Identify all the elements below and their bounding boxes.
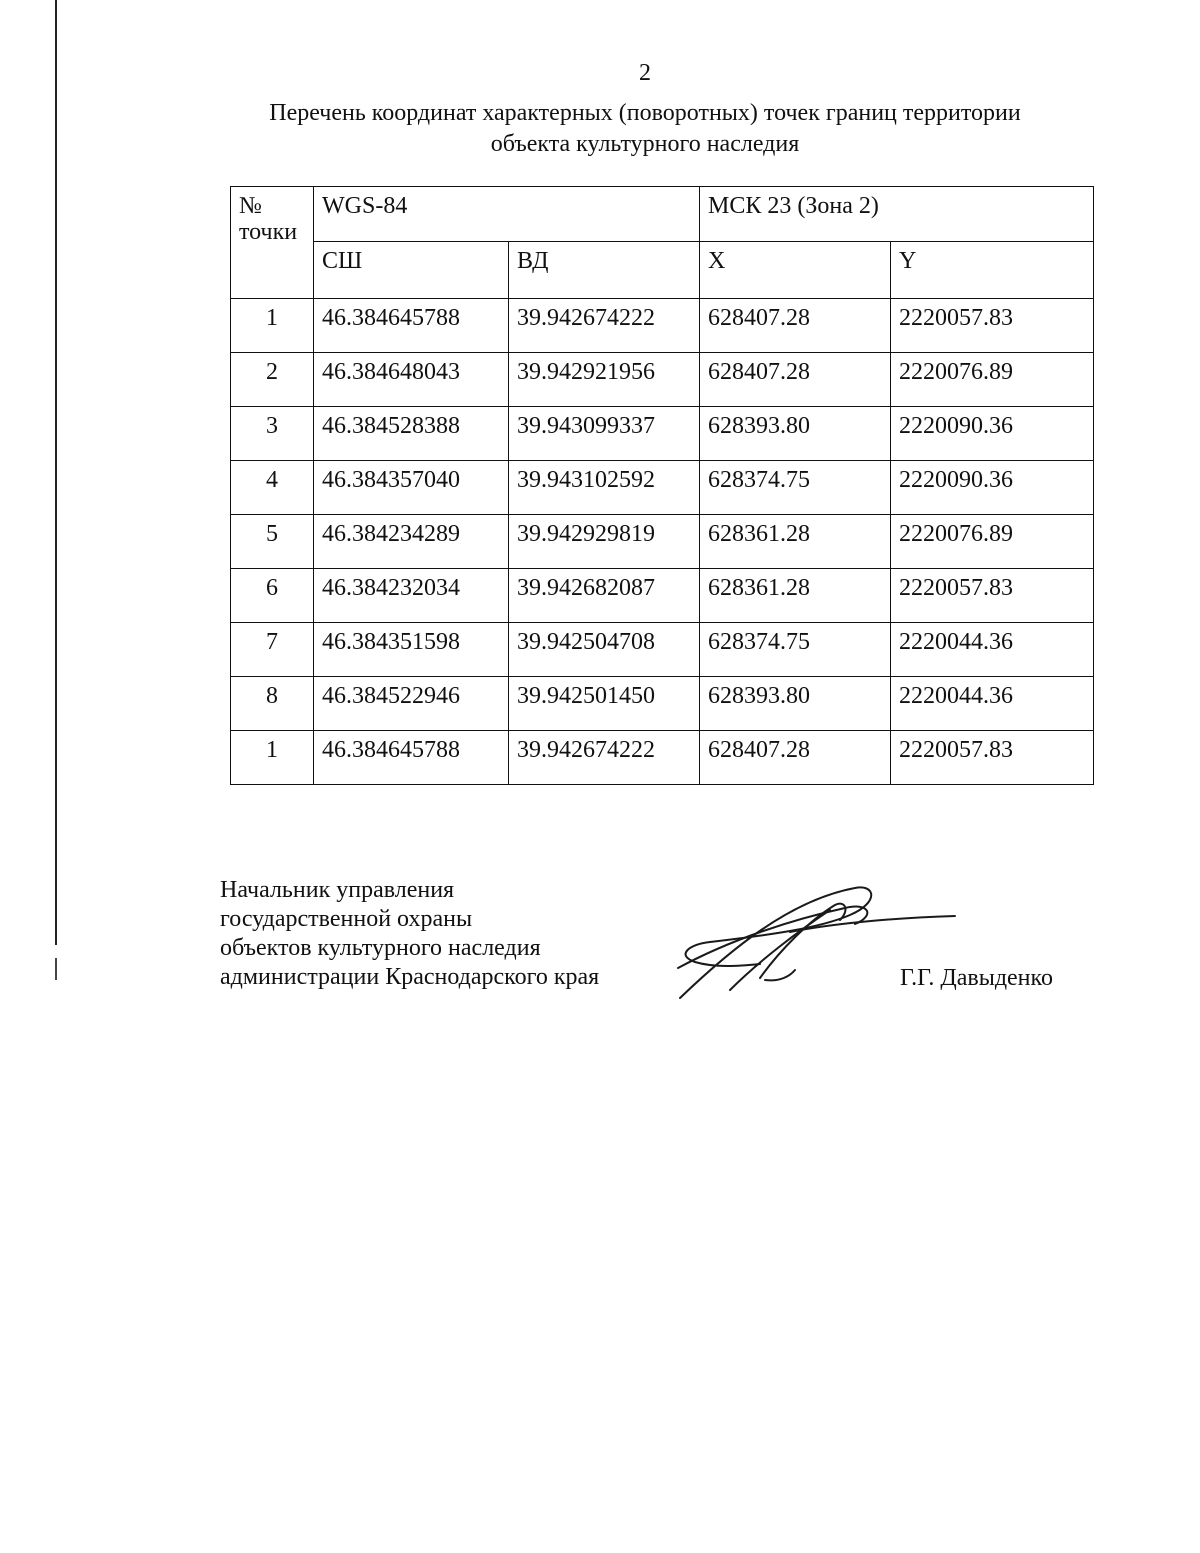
cell-latitude: 46.384357040 <box>314 461 509 515</box>
signatory-position-line-3: объектов культурного наследия <box>220 935 541 961</box>
cell-longitude: 39.942501450 <box>509 677 700 731</box>
left-margin-line <box>55 0 57 945</box>
table-row <box>231 515 1094 569</box>
cell-y: 2220057.83 <box>891 731 1094 785</box>
header-latitude: СШ <box>314 242 509 299</box>
cell-point-number: 6 <box>231 569 314 623</box>
left-margin-mark <box>55 958 57 980</box>
cell-latitude: 46.384522946 <box>314 677 509 731</box>
cell-longitude: 39.942921956 <box>509 353 700 407</box>
cell-point-number: 1 <box>231 299 314 353</box>
signatory-position-line-2: государственной охраны <box>220 906 473 932</box>
cell-x: 628361.28 <box>700 569 891 623</box>
cell-x: 628374.75 <box>700 623 891 677</box>
cell-latitude: 46.384645788 <box>314 731 509 785</box>
table-header-row-2 <box>231 242 1094 299</box>
header-y: Y <box>891 242 1094 299</box>
header-point-number-line-2: точки <box>239 219 298 245</box>
cell-x: 628407.28 <box>700 353 891 407</box>
cell-y: 2220044.36 <box>891 623 1094 677</box>
signatory-name: Г.Г. Давыденко <box>900 965 1053 991</box>
cell-x: 628361.28 <box>700 515 891 569</box>
signatory-position <box>220 876 599 992</box>
header-point-number-line-1: № <box>239 193 262 219</box>
document-title-line-2: объекта культурного наследия <box>490 131 800 157</box>
cell-point-number: 2 <box>231 353 314 407</box>
cell-latitude: 46.384232034 <box>314 569 509 623</box>
header-msk23: МСК 23 (Зона 2) <box>700 187 1094 242</box>
cell-point-number: 8 <box>231 677 314 731</box>
coordinates-table-body <box>231 187 1094 785</box>
cell-y: 2220076.89 <box>891 353 1094 407</box>
cell-latitude: 46.384645788 <box>314 299 509 353</box>
header-wgs84: WGS-84 <box>314 187 700 242</box>
cell-latitude: 46.384648043 <box>314 353 509 407</box>
document-title-line-1: Перечень координат характерных (поворотных) точек границ территории <box>269 100 1021 126</box>
cell-point-number: 4 <box>231 461 314 515</box>
cell-y: 2220057.83 <box>891 569 1094 623</box>
cell-x: 628393.80 <box>700 677 891 731</box>
cell-longitude: 39.943099337 <box>509 407 700 461</box>
table-row <box>231 569 1094 623</box>
page-number: 2 <box>639 60 651 86</box>
cell-longitude: 39.942682087 <box>509 569 700 623</box>
cell-longitude: 39.942929819 <box>509 515 700 569</box>
table-row <box>231 353 1094 407</box>
cell-x: 628374.75 <box>700 461 891 515</box>
header-point-number <box>231 187 314 299</box>
document-title <box>230 98 1060 160</box>
cell-y: 2220090.36 <box>891 407 1094 461</box>
header-x: X <box>700 242 891 299</box>
cell-longitude: 39.942674222 <box>509 299 700 353</box>
table-row <box>231 299 1094 353</box>
table-row <box>231 623 1094 677</box>
cell-latitude: 46.384528388 <box>314 407 509 461</box>
cell-x: 628407.28 <box>700 299 891 353</box>
cell-y: 2220076.89 <box>891 515 1094 569</box>
cell-point-number: 1 <box>231 731 314 785</box>
table-row <box>231 461 1094 515</box>
cell-y: 2220057.83 <box>891 299 1094 353</box>
table-row <box>231 677 1094 731</box>
cell-latitude: 46.384351598 <box>314 623 509 677</box>
cell-longitude: 39.942504708 <box>509 623 700 677</box>
coordinates-table <box>230 186 1094 785</box>
table-row <box>231 731 1094 785</box>
cell-longitude: 39.942674222 <box>509 731 700 785</box>
cell-x: 628407.28 <box>700 731 891 785</box>
cell-longitude: 39.943102592 <box>509 461 700 515</box>
signatory-position-line-4: администрации Краснодарского края <box>220 964 600 990</box>
cell-point-number: 5 <box>231 515 314 569</box>
cell-y: 2220044.36 <box>891 677 1094 731</box>
header-longitude: ВД <box>509 242 700 299</box>
cell-y: 2220090.36 <box>891 461 1094 515</box>
cell-point-number: 7 <box>231 623 314 677</box>
table-header-row-1 <box>231 187 1094 242</box>
cell-latitude: 46.384234289 <box>314 515 509 569</box>
cell-point-number: 3 <box>231 407 314 461</box>
table-row <box>231 407 1094 461</box>
cell-x: 628393.80 <box>700 407 891 461</box>
signatory-position-line-1: Начальник управления <box>220 877 455 903</box>
